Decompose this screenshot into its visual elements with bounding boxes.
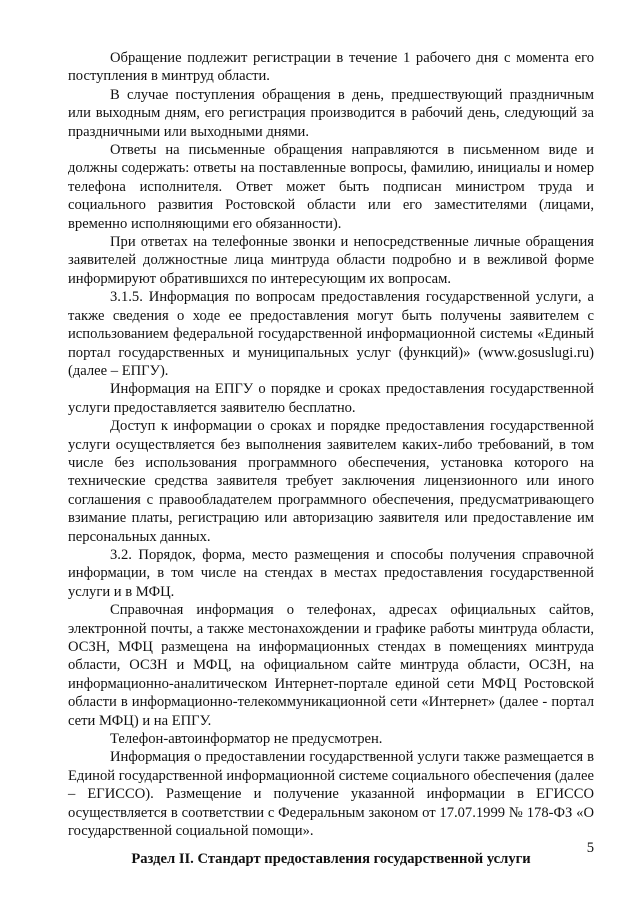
paragraph-phone-responses: При ответах на телефонные звонки и непосредственные личные обращения заявителей должностные лица минтруда области подробно и в вежливой форме информируют обратившихся по интересующим их вопросам. xyxy=(68,234,594,287)
paragraph-contacts-placement: Справочная информация о телефонах, адресах официальных сайтов, электронной почты, а также местонахождении и графике работы минтруда области, ОСЗН, МФЦ размещена на информационных стендах в помещениях минтруда области, ОСЗН и МФЦ, на официальном сайте минтруда области, ОСЗН, на информационно-аналитическом Интернет-портале единой сети МФЦ Ростовской области в информационно-телекоммуникационной сети «Интернет» (далее - портал сети МФЦ) и на ЕПГУ. xyxy=(68,602,594,729)
paragraph-free-information: Информация на ЕПГУ о порядке и сроках предоставления государственной услуги предоставляется заявителю бесплатно. xyxy=(68,381,594,416)
page-number: 5 xyxy=(586,840,594,856)
section-heading: Раздел II. Стандарт предоставления государственной услуги xyxy=(131,851,531,868)
paragraph-autoinformer: Телефон-автоинформатор не предусмотрен. xyxy=(110,731,383,748)
paragraph-access-conditions: Доступ к информации о сроках и порядке предоставления государственной услуги осуществляется без выполнения заявителем каких-либо требований, в том числе без использования программного обеспечения, установка которого на технические средства заявителя требует заключения лицензионного или иного соглашения с правообладателем программного обеспечения, предусматривающего взимание платы, регистрацию или авторизацию заявителя или предоставление им персональных данных. xyxy=(68,418,594,545)
paragraph-written-responses: Ответы на письменные обращения направляются в письменном виде и должны содержать: ответы на поставленные вопросы, фамилию, инициалы и номер телефона исполнителя. Ответ может быть подписан министром труда и социального развития Ростовской области или его заместителями (лицами, временно исполняющими его обязанности). xyxy=(68,142,594,232)
paragraph-holiday-registration: В случае поступления обращения в день, предшествующий праздничным или выходным дням, его регистрация производится в рабочий день, следующий за праздничными или выходными днями. xyxy=(68,86,594,140)
paragraph-3-2-reference-info: 3.2. Порядок, форма, место размещения и способы получения справочной информации, в том числе на стендах в местах предоставления государственной услуги и в МФЦ. xyxy=(68,546,594,600)
paragraph-registration-deadline: Обращение подлежит регистрации в течение 1 рабочего дня с момента его поступления в минтруд области. xyxy=(68,50,594,85)
document-body xyxy=(68,49,594,869)
paragraph-egisso: Информация о предоставлении государственной услуги также размещается в Единой государственной информационной системе социального обеспечения (далее – ЕГИССО). Размещение и получение указанной информации в ЕГИССО осуществляется в соответствии с Федеральным законом от 17.07.1999 № 178-ФЗ «О государственной социальной помощи». xyxy=(68,749,595,840)
paragraph-3-1-5-epgu: 3.1.5. Информация по вопросам предоставления государственной услуги, а также сведения о ходе ее предоставления могут быть получены заявителем с использованием федеральной государственной информационной системы «Единый портал государственных и муниципальных услуг (функций)» (www.gosuslugi.ru) (далее – ЕПГУ). xyxy=(68,289,594,379)
